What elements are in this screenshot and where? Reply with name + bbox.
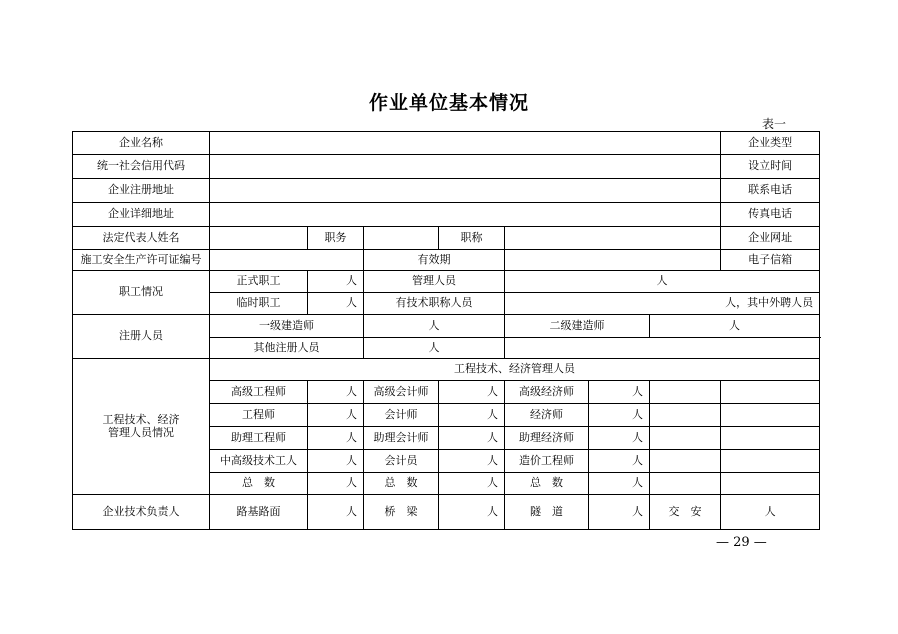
temporary-staff-value[interactable]: 人 [308,293,364,315]
tech-blank[interactable] [650,450,721,473]
tech-label: 中高级技术工人 [210,450,308,473]
leader-label: 桥 梁 [364,495,439,530]
reg-address-value[interactable] [210,179,721,203]
tech-blank[interactable] [721,473,820,495]
tech-titled-external-value[interactable]: 人，其中外聘人员 [505,293,820,315]
table-row [73,250,820,271]
tech-label: 会计师 [364,404,439,427]
tech-total-value[interactable]: 人 [589,473,650,495]
leader-value[interactable]: 人 [721,495,820,530]
title-value[interactable] [505,227,721,250]
enterprise-name-value[interactable] [210,132,721,155]
legal-rep-value[interactable] [210,227,308,250]
other-registered-blank [505,338,820,359]
tech-total-value[interactable]: 人 [308,473,364,495]
label-detail-address: 企业详细地址 [73,203,210,227]
tech-value[interactable]: 人 [589,427,650,450]
registered-header: 注册人员 [73,315,210,359]
table-row [73,227,820,250]
second-class-value[interactable]: 人 [650,315,820,338]
tech-value[interactable]: 人 [439,450,505,473]
label-second-class: 二级建造师 [505,315,650,338]
leader-value[interactable]: 人 [308,495,364,530]
table-row [73,203,820,227]
tech-value[interactable]: 人 [589,381,650,404]
tech-label: 助理工程师 [210,427,308,450]
label-email: 电子信箱 [721,250,820,271]
tech-value[interactable]: 人 [439,427,505,450]
tech-label: 经济师 [505,404,589,427]
position-value[interactable] [364,227,439,250]
leader-label: 隧 道 [505,495,589,530]
document-title: 作业单位基本情况 [368,92,529,114]
leader-label: 交 安 [650,495,721,530]
tech-value[interactable]: 人 [308,450,364,473]
label-title: 职称 [439,227,505,250]
label-credit-code: 统一社会信用代码 [73,155,210,179]
page-number: — 29 — [716,535,767,550]
label-reg-address: 企业注册地址 [73,179,210,203]
tech-label: 工程师 [210,404,308,427]
tech-label: 助理会计师 [364,427,439,450]
table-row [73,155,820,179]
label-fax: 传真电话 [721,203,820,227]
label-temporary-staff: 临时职工 [210,293,308,315]
leaders-header: 企业技术负责人 [73,495,210,530]
table-row [73,271,820,293]
tech-value[interactable]: 人 [589,450,650,473]
label-formal-staff: 正式职工 [210,271,308,293]
tech-value[interactable]: 人 [439,381,505,404]
tech-blank[interactable] [650,427,721,450]
formal-staff-value[interactable]: 人 [308,271,364,293]
tech-label: 造价工程师 [505,450,589,473]
validity-value[interactable] [505,250,721,271]
tech-total-value[interactable]: 人 [439,473,505,495]
tech-label: 会计员 [364,450,439,473]
tech-value[interactable]: 人 [308,404,364,427]
tech-value[interactable]: 人 [308,427,364,450]
leader-label: 路基路面 [210,495,308,530]
tech-total-label: 总 数 [505,473,589,495]
tech-blank[interactable] [650,404,721,427]
tech-label: 高级会计师 [364,381,439,404]
tech-label: 助理经济师 [505,427,589,450]
label-enterprise-type: 企业类型 [721,132,820,155]
tech-blank[interactable] [721,381,820,404]
detail-address-value[interactable] [210,203,721,227]
label-enterprise-name: 企业名称 [73,132,210,155]
table-row [73,495,820,530]
tech-blank[interactable] [721,427,820,450]
label-other-registered: 其他注册人员 [210,338,364,359]
tech-total-label: 总 数 [210,473,308,495]
leader-value[interactable]: 人 [439,495,505,530]
label-established: 设立时间 [721,155,820,179]
table-row [73,132,820,155]
label-phone: 联系电话 [721,179,820,203]
tech-value[interactable]: 人 [589,404,650,427]
label-permit-no: 施工安全生产许可证编号 [73,250,210,271]
leader-value[interactable]: 人 [589,495,650,530]
label-tech-titled: 有技术职称人员 [364,293,505,315]
tech-section-title: 工程技术、经济管理人员 [210,359,820,381]
tech-staff-header: 工程技术、经济 管理人员情况 [73,359,210,495]
tech-blank[interactable] [650,473,721,495]
staff-header: 职工情况 [73,271,210,315]
permit-no-value[interactable] [210,250,364,271]
label-legal-rep: 法定代表人姓名 [73,227,210,250]
label-validity: 有效期 [364,250,505,271]
label-website: 企业网址 [721,227,820,250]
tech-label: 高级工程师 [210,381,308,404]
label-management: 管理人员 [364,271,505,293]
table-row [73,315,820,338]
tech-blank[interactable] [650,381,721,404]
tech-label: 高级经济师 [505,381,589,404]
first-class-value[interactable]: 人 [364,315,505,338]
table-tag: 表一 [762,117,787,131]
tech-value[interactable]: 人 [308,381,364,404]
other-registered-value[interactable]: 人 [364,338,505,359]
credit-code-value[interactable] [210,155,721,179]
enterprise-info-table [72,131,820,530]
tech-blank[interactable] [721,404,820,427]
label-position: 职务 [308,227,364,250]
label-first-class: 一级建造师 [210,315,364,338]
tech-total-label: 总 数 [364,473,439,495]
table-row [73,359,820,381]
management-value[interactable]: 人 [505,271,820,293]
tech-blank[interactable] [721,450,820,473]
tech-value[interactable]: 人 [439,404,505,427]
table-row [73,179,820,203]
